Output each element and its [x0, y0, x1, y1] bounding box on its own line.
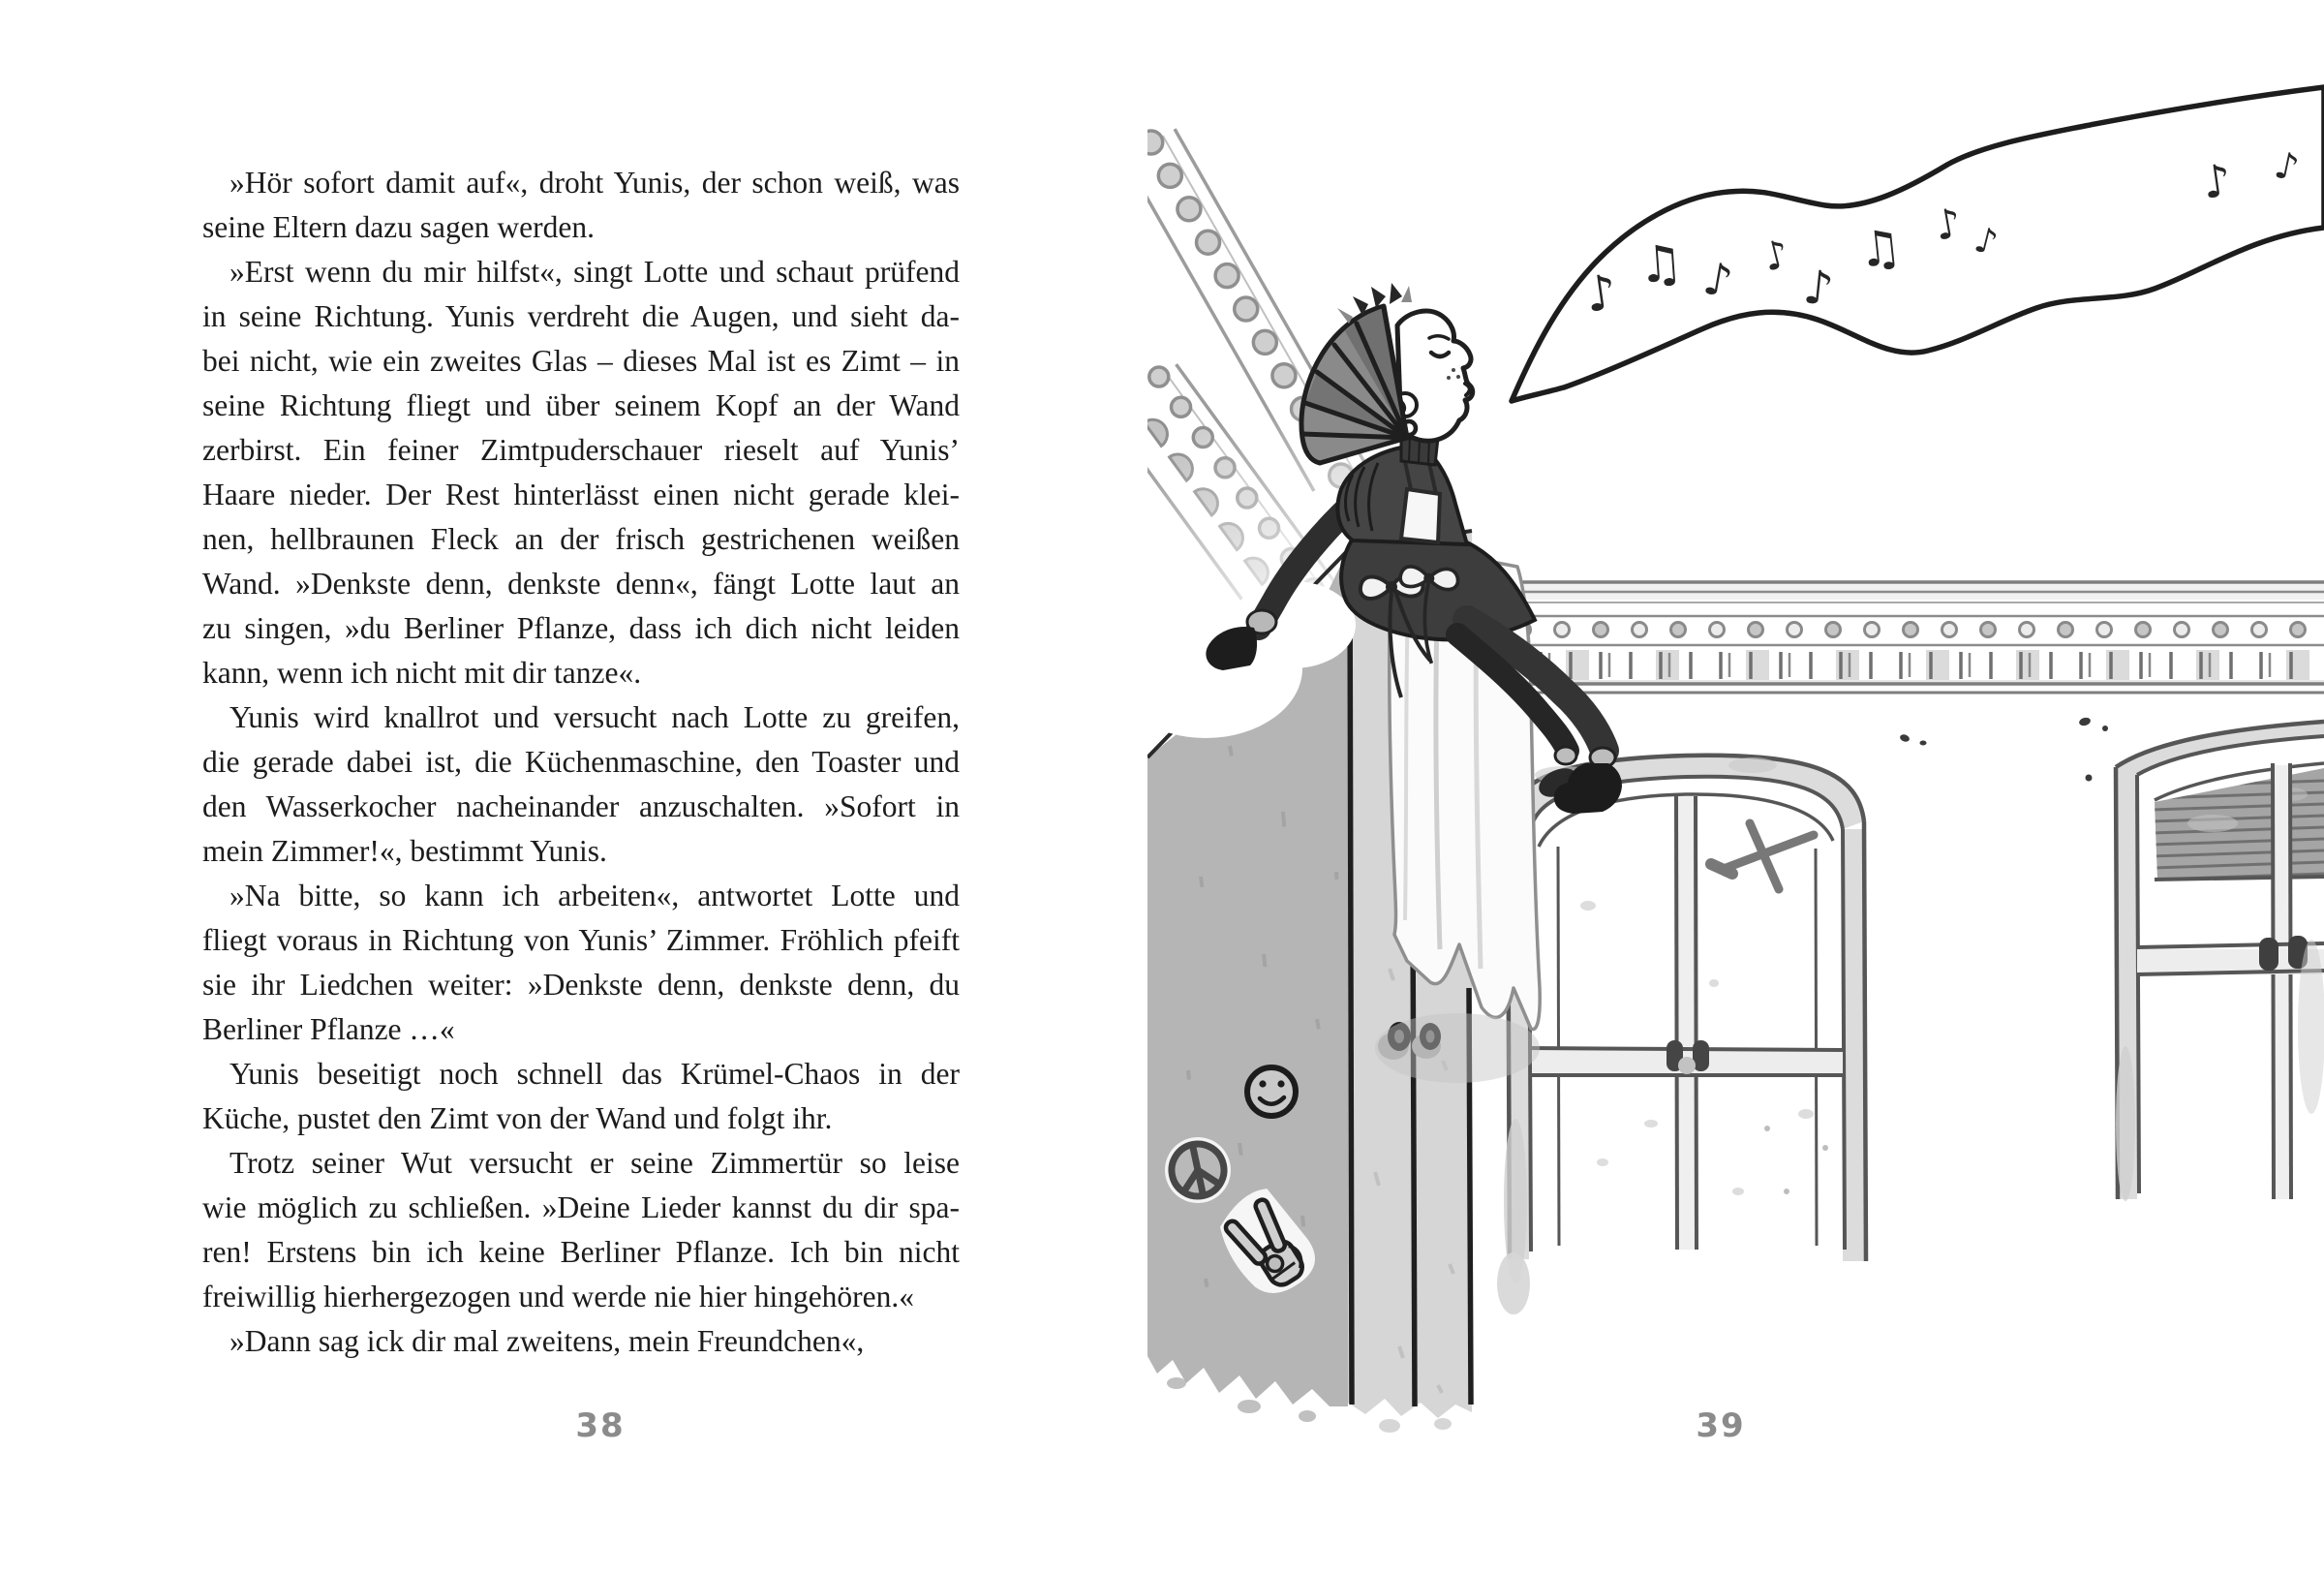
wardrobe-door-edge	[1350, 554, 1352, 1405]
paint-speckle	[1264, 954, 1265, 967]
text-line: den Wasserkocher nacheinander anzuschalten. »Sofort in	[202, 789, 960, 823]
text-line: Yunis beseitigt noch schnell das Krümel-Chaos in der	[229, 1057, 960, 1091]
window-blind-icon	[2153, 768, 2324, 880]
molding-scallop	[1220, 523, 1243, 549]
frieze-bead	[2059, 623, 2073, 637]
text-line: nen, hellbraunen Fleck an der frisch gestrichenen weißen	[202, 522, 960, 556]
paint-speckle	[1317, 1019, 1319, 1029]
text-line: »Na bitte, so kann ich arbeiten«, antwortet Lotte und	[229, 879, 960, 912]
lotte-sock	[1555, 747, 1576, 764]
music-note-icon: ♫	[1636, 233, 1686, 295]
text-line: kann, wenn ich nicht mit dir tanze«.	[202, 656, 642, 690]
glass-speckle	[1597, 1158, 1608, 1166]
molding-bead	[1215, 458, 1235, 478]
frieze-bead	[2175, 623, 2189, 637]
fan-bonnet-icon	[1301, 283, 1412, 463]
paint-drip	[1299, 1410, 1316, 1422]
text-line: Yunis wird knallrot und versucht nach Lotte zu greifen,	[229, 700, 960, 734]
text-line: »Dann sag ick dir mal zweitens, mein Freundchen«,	[229, 1324, 865, 1358]
frieze-bead	[1981, 623, 1996, 637]
glass-speckle	[1580, 901, 1596, 911]
text-line: bei nicht, wie ein zweites Glas – dieses Mal ist es Zimt – in	[202, 344, 960, 378]
blind-smudge	[2187, 815, 2238, 832]
frieze-bead	[1942, 623, 1957, 637]
music-note-icon: ♪	[2199, 153, 2235, 209]
frieze-bead	[1594, 623, 1608, 637]
music-note-icon: ♪	[1970, 219, 2003, 264]
text-line: sie ihr Liedchen weiter: »Denkste denn, denkste denn, du	[202, 968, 960, 1002]
ink-specks	[1899, 717, 2108, 782]
text-line: mein Zimmer!«, bestimmt Yunis.	[202, 834, 607, 868]
molding-scallop	[1195, 489, 1218, 515]
music-note-icon: ♪	[1581, 263, 1621, 324]
text-line: zerbirst. Ein feiner Zimtpuderschauer rieselt auf Yunis’	[202, 433, 960, 467]
glass-speckle	[1822, 1145, 1828, 1151]
frieze-bead	[1749, 623, 1763, 637]
molding-bead	[1215, 264, 1238, 288]
left-window	[1497, 756, 1866, 1314]
music-ribbon-icon	[1512, 87, 2324, 401]
wardrobe-door-edge	[1413, 918, 1415, 1406]
glass-speckle	[1764, 1126, 1770, 1131]
frieze-bead	[1826, 623, 1841, 637]
glass-scratch-doodle-icon	[1711, 823, 1814, 889]
frieze-bead	[1555, 623, 1570, 637]
paint-drip	[1434, 1418, 1452, 1430]
paint-speckle	[1239, 1143, 1241, 1156]
molding-bead	[1147, 131, 1163, 154]
music-note-icon: ♪	[2271, 142, 2304, 190]
music-note-icon: ♪	[1800, 260, 1837, 318]
right-window	[2116, 722, 2324, 1201]
text-line: Küche, pustet den Zimt von der Wand und folgt ihr.	[202, 1101, 833, 1135]
glass-speckle	[1732, 1188, 1744, 1195]
text-line: in seine Richtung. Yunis verdreht die Augen, und sieht da-	[202, 299, 960, 333]
molding-bead	[1149, 367, 1169, 386]
text-line: »Erst wenn du mir hilfst«, singt Lotte und schaut prüfend	[229, 255, 960, 289]
molding-bead	[1158, 164, 1181, 187]
music-note-icon: ♪	[1758, 231, 1794, 281]
page-number-left: 38	[575, 1406, 626, 1445]
text-line: seine Eltern dazu sagen werden.	[202, 210, 595, 244]
frieze-bead	[1633, 623, 1647, 637]
text-line: Berliner Pflanze …«	[202, 1012, 455, 1046]
frieze-bead	[2136, 623, 2151, 637]
apron-bib	[1401, 489, 1440, 542]
frieze-bead	[1788, 623, 1802, 637]
molding-scallop	[1245, 558, 1269, 584]
frieze-bead	[2214, 623, 2228, 637]
paint-speckle	[1206, 1279, 1208, 1287]
text-line: Trotz seiner Wut versucht er seine Zimmertür so leise	[229, 1146, 960, 1180]
molding-bead	[1238, 488, 1257, 508]
molding-bead	[1272, 364, 1296, 387]
frieze-bead	[2020, 623, 2034, 637]
paint-speckle	[1302, 1216, 1303, 1226]
frieze-bead	[1671, 623, 1686, 637]
text-line: freiwillig hierhergezogen und werde nie hier hingehören.«	[202, 1280, 915, 1313]
molding-bead	[1253, 330, 1276, 354]
glass-speckle	[1784, 1189, 1789, 1194]
molding-scallop	[1170, 454, 1193, 480]
frieze-bead	[1904, 623, 1918, 637]
molding-bead	[1260, 518, 1279, 538]
glass-speckle	[1798, 1109, 1814, 1119]
frieze-bead	[2252, 623, 2267, 637]
paint-speckle	[1283, 812, 1284, 826]
smiley-face-sticker-icon	[1247, 1067, 1296, 1116]
glass-speckle	[1644, 1120, 1658, 1127]
music-note-icon: ♪	[1931, 198, 1966, 250]
paint-drip	[1238, 1400, 1261, 1413]
music-note-icon: ♪	[1699, 251, 1737, 308]
frieze-bead	[1710, 623, 1725, 637]
music-note-icon: ♫	[1855, 218, 1905, 279]
paint-drip	[1167, 1377, 1186, 1389]
text-line: Wand. »Denkste denn, denkste denn«, fängt Lotte laut an	[202, 567, 960, 601]
text-line: »Hör sofort damit auf«, droht Yunis, der schon weiß, was	[229, 166, 960, 200]
molding-bead	[1177, 198, 1201, 221]
text-line: wie möglich zu schließen. »Deine Lieder kannst du dir spa-	[202, 1190, 960, 1224]
molding-bead	[1235, 297, 1258, 321]
molding-bead	[1172, 397, 1191, 417]
text-line: Haare nieder. Der Rest hinterlässt einen nicht gerade klei-	[202, 478, 960, 511]
molding-bead	[1197, 231, 1220, 254]
text-line: ren! Erstens bin ich keine Berliner Pflanze. Ich bin nicht	[202, 1235, 960, 1269]
glass-speckle	[1709, 979, 1719, 987]
text-line: seine Richtung fliegt und über seinem Kopf an der Wand	[202, 388, 960, 422]
illustration-lotte-whistling	[1147, 0, 2324, 1575]
text-line: zu singen, »du Berliner Pflanze, dass ich dich nicht leiden	[202, 611, 960, 645]
paint-speckle	[1188, 1070, 1189, 1080]
frieze-bead	[2097, 623, 2112, 637]
paint-drip	[1379, 1419, 1400, 1433]
text-line: die gerade dabei ist, die Küchenmaschine, den Toaster und	[202, 745, 960, 779]
paint-speckle	[1201, 877, 1203, 887]
molding-scallop	[1147, 419, 1167, 446]
molding-bead	[1193, 428, 1212, 448]
wall-frieze-icon	[1469, 582, 2324, 693]
story-text	[202, 161, 960, 1364]
page-number-right: 39	[1696, 1406, 1746, 1445]
text-line: fliegt voraus in Richtung von Yunis’ Zimmer. Fröhlich pfeift	[202, 923, 960, 957]
paint-speckle	[1230, 746, 1232, 756]
frieze-bead	[2291, 623, 2306, 637]
frieze-bead	[1865, 623, 1880, 637]
